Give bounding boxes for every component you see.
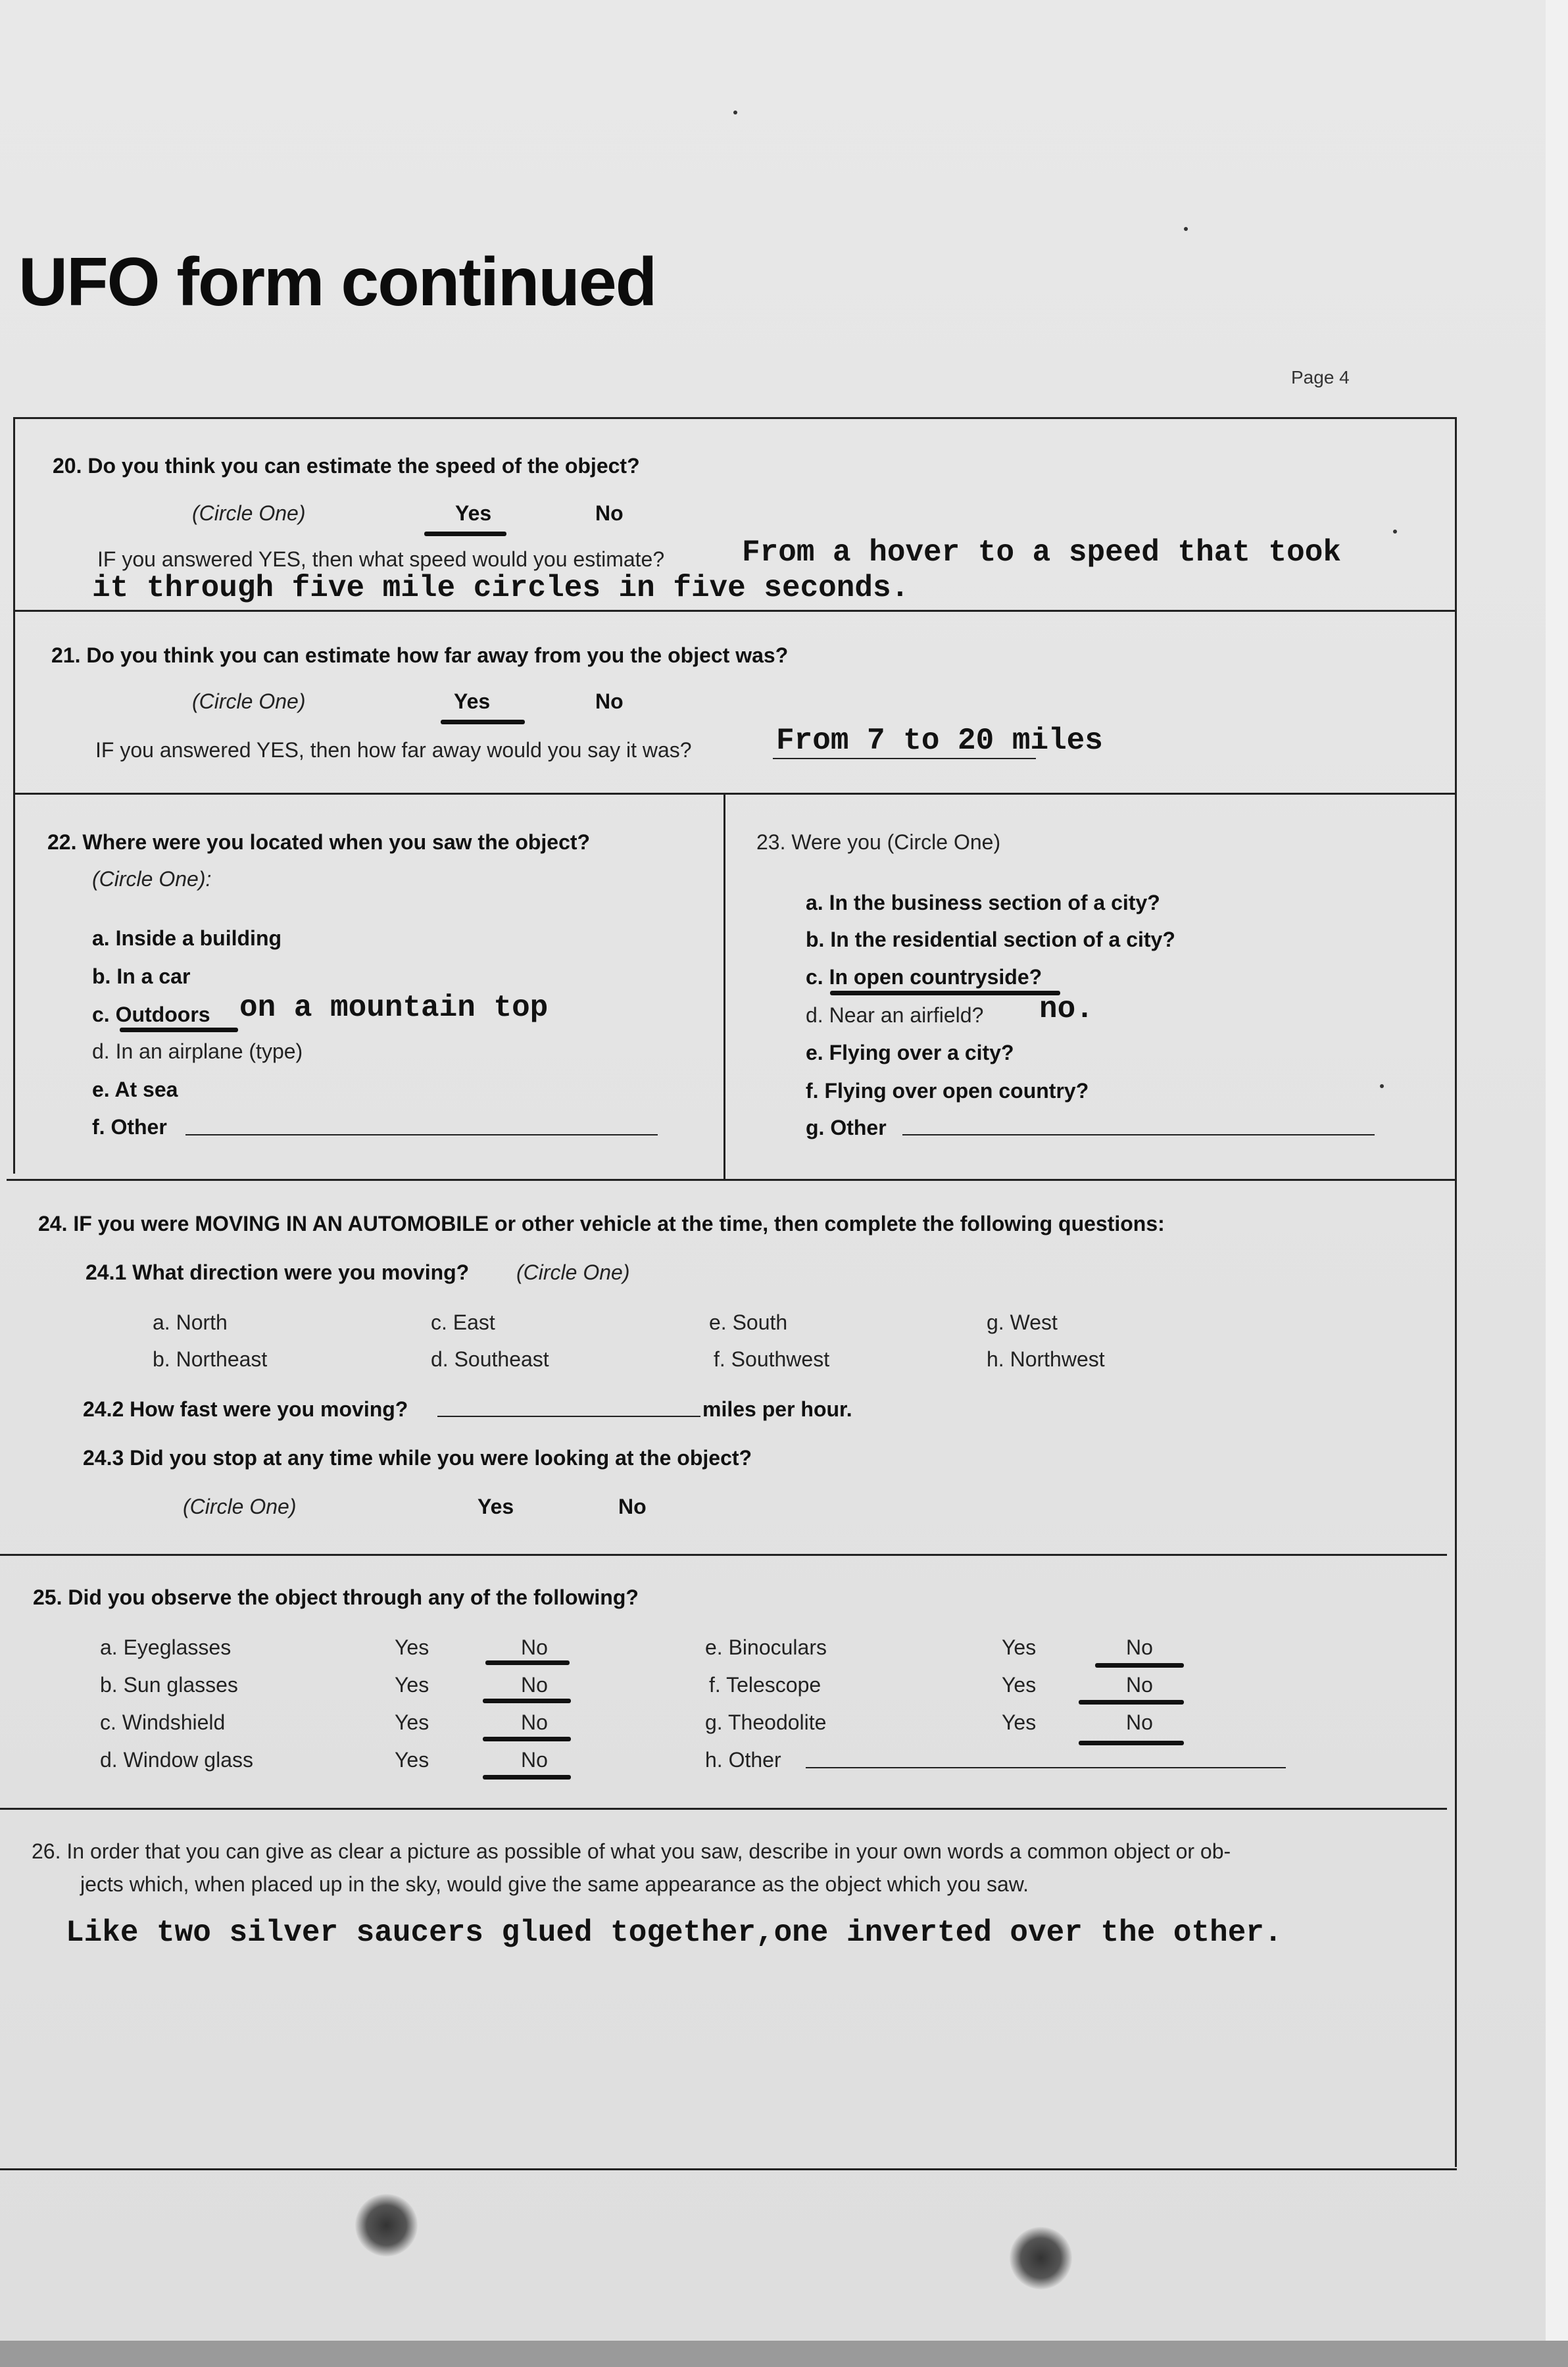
q25-windowglass-no[interactable]: No	[521, 1748, 548, 1772]
q25-windshield-no[interactable]: No	[521, 1710, 548, 1734]
q23-question: 23. Were you (Circle One)	[756, 830, 1001, 854]
q22-option-b[interactable]: b. In a car	[92, 964, 191, 988]
q25-sunglasses-no[interactable]: No	[521, 1673, 548, 1697]
q25-windowglass-yes[interactable]: Yes	[395, 1748, 429, 1772]
q22-option-e[interactable]: e. At sea	[92, 1078, 178, 1101]
q24-2-unit: miles per hour.	[702, 1397, 852, 1421]
scan-speck	[1184, 227, 1188, 231]
q21-followup: IF you answered YES, then how far away would you say it was?	[95, 738, 692, 762]
frame-bottom-line	[0, 2168, 1457, 2170]
q20-yes-selection-mark	[424, 532, 506, 536]
q24-3-circle-one: (Circle One)	[183, 1495, 297, 1518]
q25-eyeglasses-no[interactable]: No	[521, 1635, 548, 1659]
scan-speck	[733, 111, 737, 114]
page-number: Page 4	[1291, 367, 1350, 387]
q22-option-a[interactable]: a. Inside a building	[92, 926, 282, 950]
q25-binoculars-yes[interactable]: Yes	[1002, 1635, 1037, 1659]
page-title: UFO form continued	[18, 244, 656, 320]
direction-northwest[interactable]: h. Northwest	[987, 1347, 1105, 1371]
direction-south[interactable]: e. South	[709, 1310, 788, 1334]
q26-answer[interactable]: Like two silver saucers glued together,one inverted over the other.	[66, 1916, 1283, 1950]
q24-1-circle-one: (Circle One)	[516, 1260, 630, 1284]
q25-sunglasses-no-mark	[483, 1699, 571, 1703]
q23-countryside-selection-mark	[830, 991, 1060, 995]
q26-question-line1: 26. In order that you can give as clear a picture as possible of what you saw, describe in your own words a common object or ob-	[32, 1839, 1231, 1863]
q25-theodolite-no-mark	[1079, 1741, 1184, 1745]
q23-option-a[interactable]: a. In the business section of a city?	[806, 891, 1160, 914]
q20-answer-line1[interactable]: From a hover to a speed that took	[742, 536, 1341, 570]
q22-other-line	[185, 1134, 658, 1135]
divider-23-24	[7, 1179, 1457, 1181]
divider-22-23	[723, 793, 725, 1181]
q23-airfield-answer[interactable]: no.	[1039, 992, 1094, 1026]
q25-windshield-yes[interactable]: Yes	[395, 1710, 429, 1734]
q25-other-line[interactable]	[806, 1767, 1286, 1768]
q25-eyeglasses-yes[interactable]: Yes	[395, 1635, 429, 1659]
divider-20-21	[13, 610, 1457, 612]
q21-yes-selection-mark	[441, 720, 525, 724]
q25-binoculars-no-mark	[1095, 1663, 1184, 1668]
q22-option-f[interactable]: f. Other	[92, 1115, 167, 1139]
q22-question: 22. Where were you located when you saw the object?	[47, 830, 591, 854]
scan-speck	[1380, 1084, 1384, 1088]
q25-theodolite-yes[interactable]: Yes	[1002, 1710, 1037, 1734]
direction-northeast[interactable]: b. Northeast	[153, 1347, 268, 1371]
q21-circle-one: (Circle One)	[192, 689, 306, 713]
direction-north[interactable]: a. North	[153, 1310, 228, 1334]
q25-eyeglasses-no-mark	[485, 1660, 570, 1665]
q24-3-question: 24.3 Did you stop at any time while you were looking at the object?	[83, 1446, 752, 1470]
q24-2-question: 24.2 How fast were you moving?	[83, 1397, 408, 1421]
q20-circle-one: (Circle One)	[192, 501, 306, 525]
frame-right-line	[1455, 417, 1457, 2167]
q23-other-line	[902, 1134, 1375, 1135]
q20-answer-line2[interactable]: it through five mile circles in five seconds.	[92, 571, 910, 605]
q25-telescope-no[interactable]: No	[1126, 1673, 1153, 1697]
q24-question: 24. IF you were MOVING IN AN AUTOMOBILE or other vehicle at the time, then complete the following questions:	[38, 1212, 1165, 1235]
q23-option-e[interactable]: e. Flying over a city?	[806, 1041, 1014, 1064]
q25-windowglass-label: d. Window glass	[100, 1748, 253, 1772]
q25-theodolite-no[interactable]: No	[1126, 1710, 1153, 1734]
q25-binoculars-no[interactable]: No	[1126, 1635, 1153, 1659]
direction-east[interactable]: c. East	[431, 1310, 495, 1334]
q25-telescope-yes[interactable]: Yes	[1002, 1673, 1037, 1697]
divider-21-22	[13, 793, 1457, 795]
q25-telescope-no-mark	[1079, 1700, 1184, 1705]
q20-followup: IF you answered YES, then what speed would you estimate?	[97, 547, 665, 571]
q22-circle-one: (Circle One):	[92, 867, 212, 891]
divider-24-25	[0, 1554, 1447, 1556]
q25-other-label: h. Other	[705, 1748, 781, 1772]
page-edge-right	[1546, 0, 1568, 2367]
q20-no[interactable]: No	[595, 501, 624, 525]
q25-windshield-no-mark	[483, 1737, 571, 1741]
q23-option-f[interactable]: f. Flying over open country?	[806, 1079, 1089, 1103]
q23-option-d[interactable]: d. Near an airfield?	[806, 1003, 984, 1027]
q25-eyeglasses-label: a. Eyeglasses	[100, 1635, 232, 1659]
q21-question: 21. Do you think you can estimate how far away from you the object was?	[51, 643, 789, 667]
q22-outdoors-answer[interactable]: on a mountain top	[239, 991, 549, 1025]
ink-smudge	[1010, 2227, 1072, 2289]
q25-telescope-label: f. Telescope	[709, 1673, 821, 1697]
q23-option-b[interactable]: b. In the residential section of a city?	[806, 928, 1175, 951]
frame-left-line	[13, 417, 15, 1174]
q20-question: 20. Do you think you can estimate the speed of the object?	[53, 454, 640, 478]
q22-option-c[interactable]: c. Outdoors	[92, 1003, 210, 1026]
q23-option-g[interactable]: g. Other	[806, 1116, 887, 1139]
q21-yes[interactable]: Yes	[454, 689, 491, 713]
q24-3-no[interactable]: No	[618, 1495, 647, 1518]
q24-1-question: 24.1 What direction were you moving?	[86, 1260, 470, 1284]
q25-windowglass-no-mark	[483, 1775, 571, 1780]
q25-sunglasses-yes[interactable]: Yes	[395, 1673, 429, 1697]
q25-windshield-label: c. Windshield	[100, 1710, 226, 1734]
direction-west[interactable]: g. West	[987, 1310, 1058, 1334]
frame-top-line	[13, 417, 1457, 419]
q20-yes[interactable]: Yes	[455, 501, 492, 525]
q24-3-yes[interactable]: Yes	[478, 1495, 514, 1518]
direction-southwest[interactable]: f. Southwest	[714, 1347, 830, 1371]
q26-question-line2: jects which, when placed up in the sky, would give the same appearance as the object which you saw.	[80, 1872, 1029, 1896]
q22-outdoors-selection-mark	[120, 1028, 238, 1032]
page-edge-bottom	[0, 2341, 1568, 2367]
q24-2-speed-line[interactable]	[437, 1416, 700, 1417]
q25-sunglasses-label: b. Sun glasses	[100, 1673, 238, 1697]
direction-southeast[interactable]: d. Southeast	[431, 1347, 549, 1371]
ink-smudge	[355, 2194, 418, 2256]
q21-answer[interactable]: From 7 to 20 miles	[776, 724, 1103, 758]
q25-theodolite-label: g. Theodolite	[705, 1710, 827, 1734]
q21-answer-line	[773, 758, 1036, 759]
q25-binoculars-label: e. Binoculars	[705, 1635, 827, 1659]
q22-option-d[interactable]: d. In an airplane (type)	[92, 1039, 303, 1063]
q21-no[interactable]: No	[595, 689, 624, 713]
divider-25-26	[0, 1808, 1447, 1810]
q23-option-c[interactable]: c. In open countryside?	[806, 965, 1042, 989]
scan-speck	[1393, 530, 1397, 534]
q25-question: 25. Did you observe the object through any of the following?	[33, 1585, 639, 1609]
